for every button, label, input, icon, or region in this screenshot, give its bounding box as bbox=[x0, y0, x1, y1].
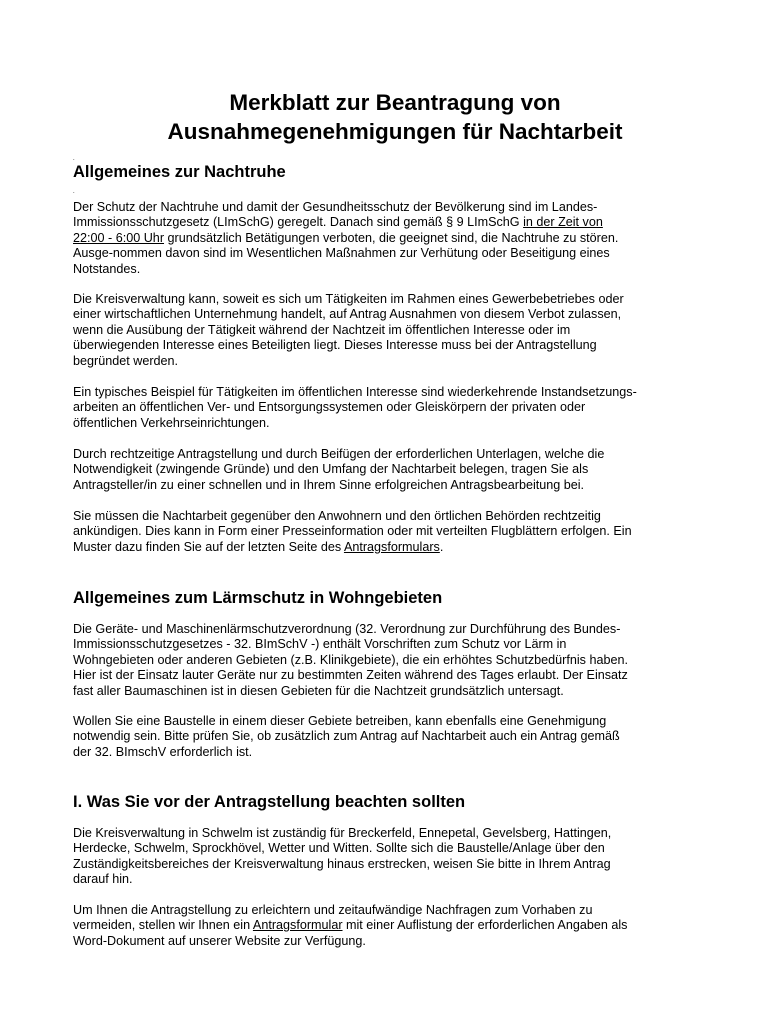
text-line: fast aller Baumaschinen ist in diesen Gebieten für die Nachtzeit grundsätzlich untersagt. bbox=[73, 683, 564, 698]
paragraph bbox=[73, 714, 733, 760]
antragsformular-link[interactable]: Antragsformular bbox=[252, 918, 343, 933]
text-line: vermeiden, stellen wir Ihnen ein Antragsformular mit einer Auflistung der erforderlichen Angaben als bbox=[73, 918, 628, 933]
text-line: ankündigen. Dies kann in Form einer Presseinformation oder mit verteilten Flugblättern erfolgen. Ein bbox=[73, 524, 632, 539]
section-heading-nachtruhe: Allgemeines zur Nachtruhe bbox=[73, 163, 286, 181]
paragraph bbox=[73, 622, 733, 699]
text-line: Durch rechtzeitige Antragstellung und durch Beifügen der erforderlichen Unterlagen, welche die bbox=[73, 447, 605, 461]
text-line: Der Schutz der Nachtruhe und damit der Gesundheitsschutz der Bevölkerung sind im Landes- bbox=[73, 200, 598, 214]
document-title bbox=[60, 88, 730, 146]
text-line: wenn die Ausübung der Tätigkeit während der Nachtzeit im öffentlichen Interesse oder im bbox=[73, 322, 571, 337]
text-line: Um Ihnen die Antragstellung zu erleichtern und zeitaufwändige Nachfragen zum Vorhaben zu bbox=[73, 903, 593, 917]
text-line: 22:00 - 6:00 Uhr grundsätzlich Betätigungen verboten, die geeignet sind, die Nachtruhe zu stören. bbox=[73, 230, 619, 245]
text-line: Ausge-nommen davon sind im Wesentlichen Maßnahmen zur Verhütung oder Beseitigung eines bbox=[73, 246, 610, 261]
text-line: Herdecke, Schwelm, Sprockhövel, Wetter und Witten. Sollte sich die Baustelle/Anlage über den bbox=[73, 841, 605, 856]
text-line: Muster dazu finden Sie auf der letzten Seite des Antragsformulars. bbox=[73, 539, 444, 554]
text-line: Die Kreisverwaltung kann, soweit es sich um Tätigkeiten im Rahmen eines Gewerbebetriebes oder bbox=[73, 292, 624, 306]
antragsformular-link[interactable]: Antragsformulars bbox=[343, 539, 440, 554]
text-line: notwendig sein. Bitte prüfen Sie, ob zusätzlich zum Antrag auf Nachtarbeit auch ein Antrag gemäß bbox=[73, 729, 620, 744]
paragraph bbox=[73, 447, 733, 493]
text-line: Ein typisches Beispiel für Tätigkeiten im öffentlichen Interesse sind wiederkehrende Instandsetzungs- bbox=[73, 385, 637, 399]
text-line: einer wirtschaftlichen Unternehmung handelt, auf Antrag Ausnahmen von diesem Verbot zulassen, bbox=[73, 307, 622, 322]
section-heading-laermschutz: Allgemeines zum Lärmschutz in Wohngebieten bbox=[73, 589, 443, 607]
paragraph bbox=[73, 385, 733, 431]
text-line: darauf hin. bbox=[73, 872, 133, 887]
text-line: Die Kreisverwaltung in Schwelm ist zuständig für Breckerfeld, Ennepetal, Gevelsberg, Hattingen, bbox=[73, 826, 612, 840]
text-line: Wohngebieten oder anderen Gebieten (z.B. Klinikgebiete), die ein erhöhtes Schutzbedürfnis haben. bbox=[73, 652, 628, 667]
text-line: Word-Dokument auf unserer Website zur Verfügung. bbox=[73, 933, 366, 948]
text-line: Wollen Sie eine Baustelle in einem dieser Gebiete betreiben, kann ebenfalls eine Genehmigung bbox=[73, 714, 607, 728]
text-line: der 32. BImschV erforderlich ist. bbox=[73, 744, 253, 759]
text-line: Sie müssen die Nachtarbeit gegenüber den Anwohnern und den örtlichen Behörden rechtzeitig bbox=[73, 509, 601, 523]
text-line: begründet werden. bbox=[73, 353, 179, 368]
text-line: öffentlichen Verkehrseinrichtungen. bbox=[73, 415, 270, 430]
text-line: Antragsteller/in zu einer schnellen und in Ihrem Sinne erfolgreichen Antragsbearbeitung bei. bbox=[73, 477, 585, 492]
paragraph bbox=[73, 200, 733, 277]
text-line: Immissionsschutzgesetz (LImSchG) geregelt. Danach sind gemäß § 9 LImSchG in der Zeit von bbox=[73, 215, 603, 230]
section-heading-antragstellung: I. Was Sie vor der Antragstellung beachten sollten bbox=[73, 793, 466, 811]
text-line: Hier ist der Einsatz lauter Geräte nur zu bestimmten Zeiten während des Tages erlaubt. Der Einsatz bbox=[73, 668, 628, 683]
text-line: Notstandes. bbox=[73, 261, 141, 276]
text-line: Notwendigkeit (zwingende Gründe) und den Umfang der Nachtarbeit belegen, tragen Sie als bbox=[73, 462, 589, 477]
stray-marker: . bbox=[73, 156, 75, 162]
title-line-2: Ausnahmegenehmigungen für Nachtarbeit bbox=[167, 119, 623, 144]
text-line: arbeiten an öffentlichen Ver- und Entsorgungssystemen oder Gleiskörpern der privaten oder bbox=[73, 400, 586, 415]
text-line: Immissionsschutzgesetzes - 32. BImSchV -) enthält Vorschriften zum Schutz vor Lärm in bbox=[73, 637, 567, 652]
time-range-link[interactable]: in der Zeit von bbox=[523, 215, 603, 230]
time-range-link-cont[interactable]: 22:00 - 6:00 Uhr bbox=[73, 230, 165, 245]
paragraph bbox=[73, 903, 733, 949]
title-line-1: Merkblatt zur Beantragung von bbox=[229, 90, 561, 115]
text-line: Die Geräte- und Maschinenlärmschutzverordnung (32. Verordnung zur Durchführung des Bundes- bbox=[73, 622, 621, 636]
paragraph bbox=[73, 292, 733, 369]
text-line: Zuständigkeitsbereiches der Kreisverwaltung hinaus erstrecken, weisen Sie bitte in Ihrem Antrag bbox=[73, 856, 611, 871]
paragraph bbox=[73, 826, 733, 888]
paragraph bbox=[73, 509, 733, 555]
stray-marker: . bbox=[73, 189, 75, 195]
text-line: überwiegenden Interesse eines Beteiligten liegt. Dieses Interesse muss bei der Antragstellung bbox=[73, 338, 597, 353]
